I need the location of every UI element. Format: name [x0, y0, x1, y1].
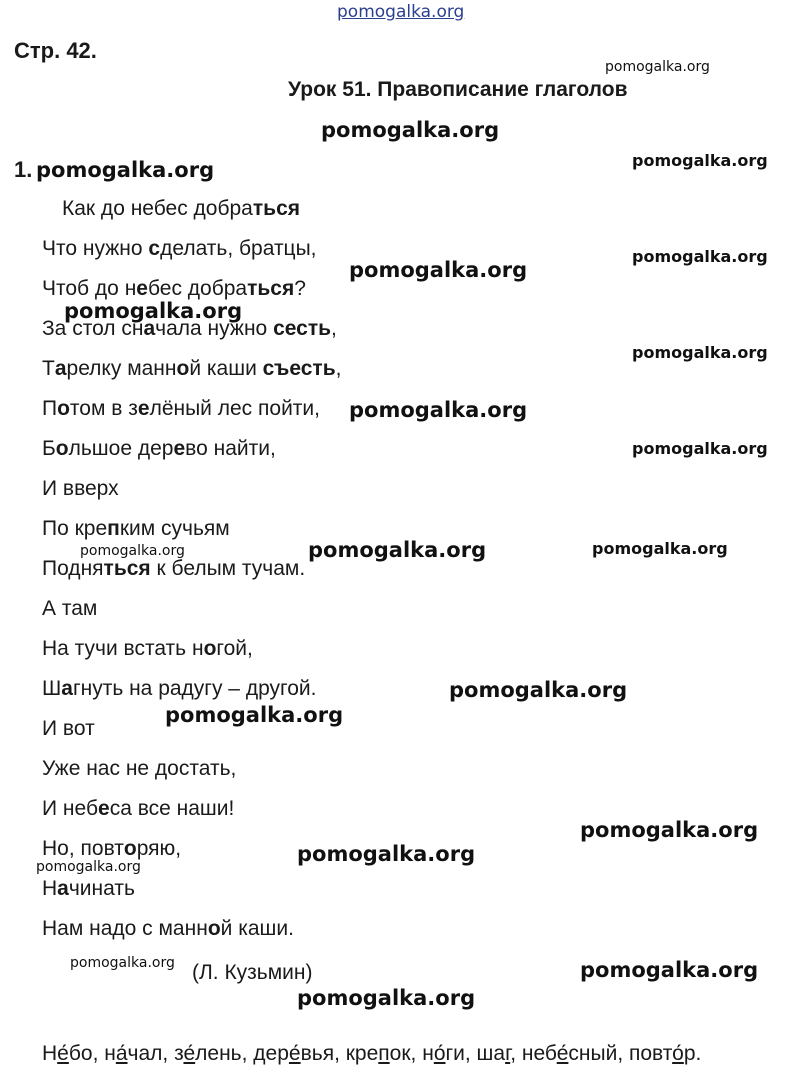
watermark: pomogalka.org — [580, 958, 759, 982]
watermark: pomogalka.org — [70, 955, 175, 971]
watermark: pomogalka.org — [36, 158, 215, 182]
watermark: pomogalka.org — [632, 439, 768, 458]
watermark: pomogalka.org — [80, 543, 185, 559]
poem-line: За стол сначала нужно сесть, — [42, 317, 337, 340]
poem-line: Начинать — [42, 877, 135, 900]
watermark: pomogalka.org — [321, 118, 500, 142]
word-list: Не́бо, на́чал, зе́лень, дере́вья, крепок, но́ги, шаг, небе́сный, повто́р. — [42, 1042, 702, 1065]
watermark: pomogalka.org — [632, 247, 768, 266]
watermark: pomogalka.org — [64, 299, 243, 323]
watermark: pomogalka.org — [592, 539, 728, 558]
poem-line: По крепким сучьям — [42, 517, 230, 540]
poem-title: Как до небес добраться — [62, 197, 301, 220]
header-watermark-link[interactable]: pomogalka.org — [337, 2, 465, 22]
poem-line: И вверх — [42, 477, 119, 500]
watermark: pomogalka.org — [36, 859, 141, 875]
poem-line: Что нужно сделать, братцы, — [42, 237, 317, 260]
watermark: pomogalka.org — [605, 59, 710, 75]
watermark: pomogalka.org — [308, 538, 487, 562]
poem-line: Подняться к белым тучам. — [42, 557, 306, 580]
poem-line: И небеса все наши! — [42, 797, 235, 820]
watermark: pomogalka.org — [349, 258, 528, 282]
watermark: pomogalka.org — [165, 703, 344, 727]
poem-line: Большое дерево найти, — [42, 437, 276, 460]
watermark: pomogalka.org — [297, 842, 476, 866]
watermark: pomogalka.org — [349, 398, 528, 422]
poem-line: Уже нас не достать, — [42, 757, 237, 780]
poem-line: Но, повторяю, — [42, 837, 182, 860]
poem-line: Чтоб до небес добраться? — [42, 277, 306, 300]
poem-line: Потом в зелёный лес пойти, — [42, 397, 320, 420]
poem-line: И вот — [42, 717, 95, 740]
poem-line: Тарелку манной каши съесть, — [42, 357, 342, 380]
poem-line: На тучи встать ногой, — [42, 637, 253, 660]
exercise-number: 1. — [14, 157, 33, 182]
page-number: Стр. 42. — [14, 38, 97, 63]
watermark: pomogalka.org — [297, 986, 476, 1010]
watermark: pomogalka.org — [449, 678, 628, 702]
watermark: pomogalka.org — [632, 151, 768, 170]
poem-author: (Л. Кузьмин) — [192, 961, 313, 984]
poem-line: А там — [42, 597, 98, 620]
lesson-title: Урок 51. Правописание глаголов — [288, 78, 628, 101]
watermark: pomogalka.org — [580, 818, 759, 842]
poem-line: Нам надо с манной каши. — [42, 917, 294, 940]
poem-line: Шагнуть на радугу – другой. — [42, 677, 317, 700]
watermark: pomogalka.org — [632, 343, 768, 362]
